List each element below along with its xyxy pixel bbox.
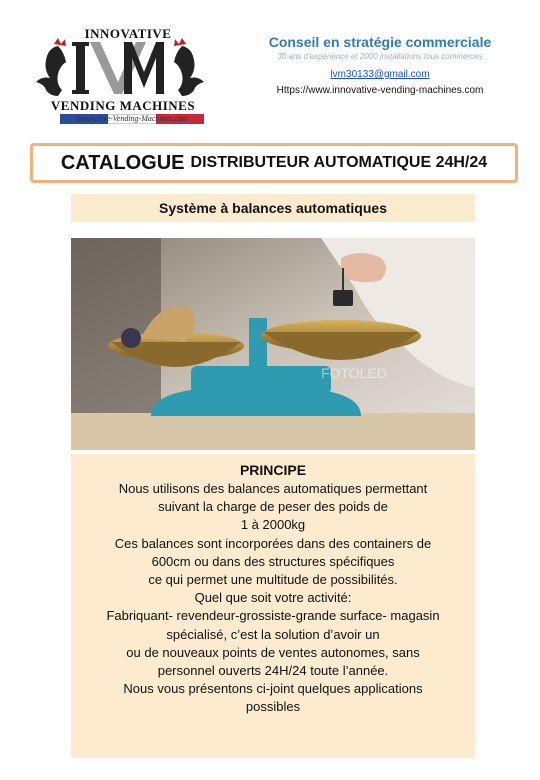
rooster-left-icon	[36, 38, 66, 96]
rooster-right-icon	[174, 38, 204, 96]
principle-line: Ces balances sont incorporées dans des containers de	[114, 535, 432, 551]
company-logo	[28, 26, 212, 130]
sub-tagline: 30 ans d'expérience et 2000 installations tous commerces	[277, 52, 483, 61]
principle-line: personnel ouverts 24H/24 toute l’année.	[157, 663, 389, 679]
tagline: Conseil en stratégie commerciale	[268, 34, 492, 50]
catalog-title-main: CATALOGUE	[60, 151, 185, 174]
principle-line: Quel que soit votre activité:	[194, 590, 352, 606]
principle-line: ce qui permet une multitude de possibilités.	[148, 572, 398, 588]
logo-bottom-text: VENDING MACHINES	[50, 98, 196, 113]
principle-line: ou de nouveaux points de ventes autonomes, sans	[126, 644, 420, 660]
principle-line: Nous utilisons des balances automatiques permettant	[118, 481, 428, 496]
principle-line: 600cm ou dans des structures spécifiques	[151, 553, 395, 569]
catalog-title-box	[30, 143, 518, 183]
logo-top-text: INNOVATIVE	[84, 26, 172, 41]
email-link[interactable]: lvm30133@gmail.com	[330, 69, 430, 80]
principle-line: Fabriquant- revendeur-grossiste-grande surface- magasin	[106, 608, 440, 624]
principle-body	[71, 480, 475, 717]
principle-panel	[71, 454, 475, 758]
principle-line: suivant la charge de peser des poids de	[158, 499, 388, 515]
section-title: Système à balances automatiques	[71, 194, 475, 222]
balance-scale-icon	[71, 238, 475, 450]
website-text: Https://www.innovative-vending-machines.com	[276, 85, 484, 96]
flag-text: Innovative-Vending-Machines.com	[76, 114, 188, 123]
contact-block	[240, 34, 520, 96]
principle-line: 1 à 2000kg	[240, 517, 306, 533]
principle-line: possibles	[245, 699, 301, 715]
catalog-title-rest: DISTRIBUTEUR AUTOMATIQUE 24H/24	[190, 154, 488, 171]
photo-watermark: FOTOLED	[321, 365, 387, 381]
principle-line: spécialisé, c’est la solution d’avoir un	[166, 626, 380, 642]
principle-line: Nous vous présentons ci-joint quelques applications	[123, 681, 423, 697]
principle-title: PRINCIPE	[239, 462, 307, 478]
scale-photo	[71, 238, 475, 450]
monogram-ivm-icon	[72, 42, 164, 94]
